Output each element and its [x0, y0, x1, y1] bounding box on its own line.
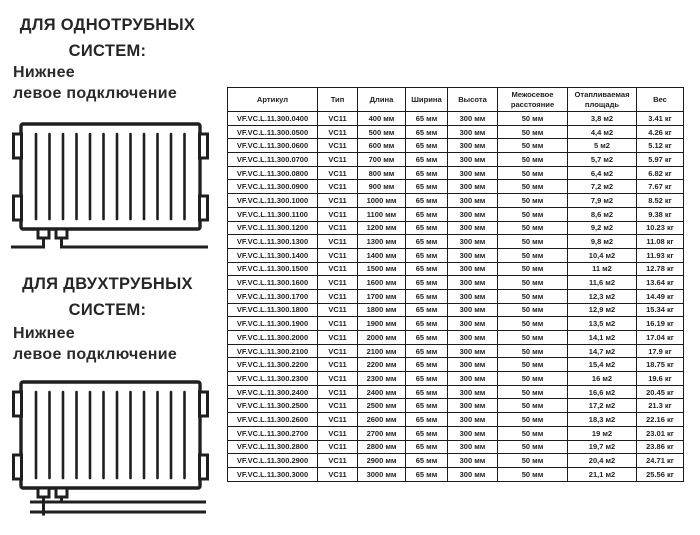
- table-cell: 9.38 кг: [637, 207, 684, 221]
- table-cell: 400 мм: [358, 112, 406, 126]
- table-cell: 300 мм: [448, 303, 498, 317]
- table-cell: VC11: [318, 385, 358, 399]
- table-cell: 2000 мм: [358, 331, 406, 345]
- table-row: [228, 413, 684, 427]
- radiator-tab-bottom-left: [14, 455, 22, 479]
- connection-stub-2: [56, 229, 67, 238]
- table-cell: 11,6 м2: [568, 276, 637, 290]
- table-row: [228, 426, 684, 440]
- table-cell: 18.75 кг: [637, 358, 684, 372]
- table-cell: 7,2 м2: [568, 180, 637, 194]
- table-cell: 11 м2: [568, 262, 637, 276]
- table-row: [228, 454, 684, 468]
- table-cell: 1000 мм: [358, 194, 406, 208]
- table-cell: 1500 мм: [358, 262, 406, 276]
- table-row: [228, 125, 684, 139]
- table-cell: 14,1 м2: [568, 331, 637, 345]
- table-cell: 50 мм: [498, 303, 568, 317]
- pipe-inlet-line: [11, 239, 44, 247]
- table-cell: VF.VC.L.11.300.2400: [228, 385, 318, 399]
- table-cell: 3000 мм: [358, 467, 406, 481]
- table-cell: 6.82 кг: [637, 166, 684, 180]
- table-cell: 300 мм: [448, 112, 498, 126]
- table-cell: 65 мм: [406, 221, 448, 235]
- table-cell: 300 мм: [448, 440, 498, 454]
- table-cell: 65 мм: [406, 317, 448, 331]
- table-cell: 65 мм: [406, 385, 448, 399]
- table-cell: VF.VC.L.11.300.2700: [228, 426, 318, 440]
- table-cell: 14,7 м2: [568, 344, 637, 358]
- radiator-tab-bottom-left: [14, 196, 22, 220]
- table-cell: VF.VC.L.11.300.3000: [228, 467, 318, 481]
- table-cell: 300 мм: [448, 467, 498, 481]
- table-cell: 50 мм: [498, 344, 568, 358]
- table-cell: VF.VC.L.11.300.0900: [228, 180, 318, 194]
- column-header: Длина: [358, 88, 406, 112]
- table-cell: 13,5 м2: [568, 317, 637, 331]
- table-row: [228, 399, 684, 413]
- table-cell: VF.VC.L.11.300.2100: [228, 344, 318, 358]
- table-cell: 50 мм: [498, 248, 568, 262]
- table-cell: VF.VC.L.11.300.2500: [228, 399, 318, 413]
- table-cell: 10.23 кг: [637, 221, 684, 235]
- table-cell: 1200 мм: [358, 221, 406, 235]
- table-cell: 65 мм: [406, 125, 448, 139]
- table-cell: 65 мм: [406, 248, 448, 262]
- table-row: [228, 385, 684, 399]
- table-cell: 50 мм: [498, 426, 568, 440]
- table-cell: VC11: [318, 303, 358, 317]
- table-row: [228, 194, 684, 208]
- table-cell: VC11: [318, 372, 358, 386]
- table-cell: 300 мм: [448, 166, 498, 180]
- table-cell: 2700 мм: [358, 426, 406, 440]
- table-cell: 300 мм: [448, 221, 498, 235]
- table-cell: 16.19 кг: [637, 317, 684, 331]
- radiator-diagram-single-pipe: [10, 116, 212, 252]
- table-cell: 300 мм: [448, 248, 498, 262]
- table-cell: VF.VC.L.11.300.1000: [228, 194, 318, 208]
- table-cell: 1700 мм: [358, 289, 406, 303]
- table-cell: VC11: [318, 317, 358, 331]
- table-cell: 12.78 кг: [637, 262, 684, 276]
- table-cell: 8,6 м2: [568, 207, 637, 221]
- table-cell: VC11: [318, 399, 358, 413]
- table-cell: VF.VC.L.11.300.0500: [228, 125, 318, 139]
- table-cell: 1100 мм: [358, 207, 406, 221]
- radiator-spec-table: [227, 87, 684, 482]
- table-row: [228, 207, 684, 221]
- table-row: [228, 262, 684, 276]
- table-cell: 65 мм: [406, 467, 448, 481]
- table-cell: 2500 мм: [358, 399, 406, 413]
- table-row: [228, 303, 684, 317]
- table-cell: VF.VC.L.11.300.1200: [228, 221, 318, 235]
- table-cell: 300 мм: [448, 194, 498, 208]
- table-cell: 50 мм: [498, 317, 568, 331]
- table-cell: 300 мм: [448, 139, 498, 153]
- table-cell: 5,7 м2: [568, 153, 637, 167]
- table-cell: VC11: [318, 194, 358, 208]
- table-cell: VC11: [318, 331, 358, 345]
- table-cell: 50 мм: [498, 125, 568, 139]
- table-cell: 65 мм: [406, 303, 448, 317]
- table-cell: VF.VC.L.11.300.2000: [228, 331, 318, 345]
- column-header: Ширина: [406, 88, 448, 112]
- table-cell: 300 мм: [448, 153, 498, 167]
- table-cell: 65 мм: [406, 399, 448, 413]
- table-cell: 50 мм: [498, 153, 568, 167]
- table-cell: 800 мм: [358, 166, 406, 180]
- connection-stub-1: [38, 488, 49, 497]
- table-row: [228, 166, 684, 180]
- table-row: [228, 235, 684, 249]
- table-cell: 2900 мм: [358, 454, 406, 468]
- table-cell: 11.93 кг: [637, 248, 684, 262]
- table-cell: 50 мм: [498, 276, 568, 290]
- column-header: Высота: [448, 88, 498, 112]
- table-cell: 5 м2: [568, 139, 637, 153]
- table-row: [228, 344, 684, 358]
- column-header: Тип: [318, 88, 358, 112]
- table-cell: 9,8 м2: [568, 235, 637, 249]
- table-cell: 12,9 м2: [568, 303, 637, 317]
- table-cell: VF.VC.L.11.300.0600: [228, 139, 318, 153]
- connection-line-2: левое подключение: [13, 84, 178, 102]
- pipe-outlet-line: [62, 239, 209, 247]
- table-cell: 3,8 м2: [568, 112, 637, 126]
- connection-line-2: левое подключение: [13, 345, 178, 363]
- spec-table-body: [228, 112, 684, 482]
- table-cell: 300 мм: [448, 289, 498, 303]
- radiator-tab-top-left: [14, 134, 22, 158]
- connection-label-single-pipe: [13, 63, 218, 105]
- table-cell: 300 мм: [448, 331, 498, 345]
- table-cell: 24.71 кг: [637, 454, 684, 468]
- table-cell: VC11: [318, 276, 358, 290]
- table-cell: 12,3 м2: [568, 289, 637, 303]
- table-cell: VF.VC.L.11.300.1900: [228, 317, 318, 331]
- table-cell: 65 мм: [406, 454, 448, 468]
- table-cell: 50 мм: [498, 207, 568, 221]
- table-cell: 65 мм: [406, 440, 448, 454]
- table-cell: 50 мм: [498, 262, 568, 276]
- column-header: Артикул: [228, 88, 318, 112]
- table-cell: VF.VC.L.11.300.2300: [228, 372, 318, 386]
- table-cell: VF.VC.L.11.300.0800: [228, 166, 318, 180]
- table-cell: 17.04 кг: [637, 331, 684, 345]
- table-row: [228, 180, 684, 194]
- table-cell: 300 мм: [448, 125, 498, 139]
- table-cell: 300 мм: [448, 207, 498, 221]
- table-row: [228, 358, 684, 372]
- table-cell: 65 мм: [406, 153, 448, 167]
- table-cell: 50 мм: [498, 372, 568, 386]
- table-cell: 65 мм: [406, 207, 448, 221]
- table-cell: VC11: [318, 426, 358, 440]
- table-cell: 2800 мм: [358, 440, 406, 454]
- table-cell: 65 мм: [406, 372, 448, 386]
- table-cell: 11.08 кг: [637, 235, 684, 249]
- table-cell: 1300 мм: [358, 235, 406, 249]
- table-cell: 5.97 кг: [637, 153, 684, 167]
- table-cell: VC11: [318, 262, 358, 276]
- table-cell: 25.56 кг: [637, 467, 684, 481]
- table-row: [228, 112, 684, 126]
- table-cell: VC11: [318, 221, 358, 235]
- table-cell: 19 м2: [568, 426, 637, 440]
- table-cell: 4.26 кг: [637, 125, 684, 139]
- table-cell: 50 мм: [498, 399, 568, 413]
- table-cell: 65 мм: [406, 235, 448, 249]
- table-cell: 50 мм: [498, 166, 568, 180]
- connection-stub-2: [56, 488, 67, 497]
- heading-single-pipe-systems: ДЛЯ ОДНОТРУБНЫХ СИСТЕМ:: [19, 16, 196, 60]
- table-cell: 20.45 кг: [637, 385, 684, 399]
- table-cell: VC11: [318, 112, 358, 126]
- table-cell: 2600 мм: [358, 413, 406, 427]
- table-cell: 65 мм: [406, 426, 448, 440]
- table-row: [228, 372, 684, 386]
- table-cell: 65 мм: [406, 331, 448, 345]
- table-cell: 300 мм: [448, 262, 498, 276]
- column-header: Отапливаемая площадь: [568, 88, 637, 112]
- table-cell: VF.VC.L.11.300.1800: [228, 303, 318, 317]
- table-cell: VC11: [318, 413, 358, 427]
- table-row: [228, 289, 684, 303]
- table-cell: 300 мм: [448, 344, 498, 358]
- spec-table-header: [228, 88, 684, 112]
- table-cell: 1800 мм: [358, 303, 406, 317]
- table-cell: 1900 мм: [358, 317, 406, 331]
- table-cell: 10,4 м2: [568, 248, 637, 262]
- table-cell: 300 мм: [448, 180, 498, 194]
- table-cell: 65 мм: [406, 344, 448, 358]
- table-cell: VF.VC.L.11.300.1700: [228, 289, 318, 303]
- table-cell: VC11: [318, 358, 358, 372]
- connection-stub-1: [38, 229, 49, 238]
- table-cell: VC11: [318, 440, 358, 454]
- table-cell: VF.VC.L.11.300.2200: [228, 358, 318, 372]
- table-cell: 50 мм: [498, 235, 568, 249]
- table-cell: 5.12 кг: [637, 139, 684, 153]
- table-row: [228, 331, 684, 345]
- table-cell: VF.VC.L.11.300.0700: [228, 153, 318, 167]
- table-cell: 50 мм: [498, 289, 568, 303]
- table-cell: 65 мм: [406, 289, 448, 303]
- table-cell: VF.VC.L.11.300.2800: [228, 440, 318, 454]
- table-cell: 65 мм: [406, 112, 448, 126]
- table-cell: 700 мм: [358, 153, 406, 167]
- table-cell: 22.16 кг: [637, 413, 684, 427]
- radiator-tab-top-right: [200, 392, 208, 416]
- radiator-diagram-two-pipe: [10, 374, 212, 518]
- radiator-body: [21, 382, 200, 488]
- table-cell: 300 мм: [448, 454, 498, 468]
- table-cell: 7.67 кг: [637, 180, 684, 194]
- table-cell: 900 мм: [358, 180, 406, 194]
- table-cell: VF.VC.L.11.300.2600: [228, 413, 318, 427]
- table-cell: 65 мм: [406, 139, 448, 153]
- table-cell: 50 мм: [498, 112, 568, 126]
- column-header: Межосевое расстояние: [498, 88, 568, 112]
- table-cell: 50 мм: [498, 454, 568, 468]
- table-cell: 50 мм: [498, 221, 568, 235]
- heading-two-pipe-systems: ДЛЯ ДВУХТРУБНЫХ СИСТЕМ:: [22, 275, 193, 319]
- table-cell: 65 мм: [406, 276, 448, 290]
- table-cell: 20,4 м2: [568, 454, 637, 468]
- table-row: [228, 276, 684, 290]
- table-cell: 17,2 м2: [568, 399, 637, 413]
- table-cell: VF.VC.L.11.300.1300: [228, 235, 318, 249]
- table-cell: 2200 мм: [358, 358, 406, 372]
- table-cell: 50 мм: [498, 358, 568, 372]
- radiator-tab-top-right: [200, 134, 208, 158]
- table-cell: 300 мм: [448, 317, 498, 331]
- table-row: [228, 139, 684, 153]
- table-cell: 16,6 м2: [568, 385, 637, 399]
- table-cell: VF.VC.L.11.300.1100: [228, 207, 318, 221]
- table-cell: 18,3 м2: [568, 413, 637, 427]
- table-cell: 3.41 кг: [637, 112, 684, 126]
- table-cell: 17.9 кг: [637, 344, 684, 358]
- table-cell: 50 мм: [498, 180, 568, 194]
- column-header: Вес: [637, 88, 684, 112]
- table-cell: 2300 мм: [358, 372, 406, 386]
- radiator-body: [21, 124, 200, 229]
- table-cell: VC11: [318, 180, 358, 194]
- table-cell: 50 мм: [498, 385, 568, 399]
- table-cell: VC11: [318, 153, 358, 167]
- radiator-tab-bottom-right: [200, 455, 208, 479]
- table-cell: 300 мм: [448, 413, 498, 427]
- table-cell: 50 мм: [498, 440, 568, 454]
- table-cell: VC11: [318, 235, 358, 249]
- table-cell: 300 мм: [448, 426, 498, 440]
- table-row: [228, 440, 684, 454]
- table-cell: VF.VC.L.11.300.1400: [228, 248, 318, 262]
- table-cell: 1600 мм: [358, 276, 406, 290]
- table-row: [228, 467, 684, 481]
- table-cell: 9,2 м2: [568, 221, 637, 235]
- table-cell: 7,9 м2: [568, 194, 637, 208]
- table-cell: 8.52 кг: [637, 194, 684, 208]
- table-cell: VC11: [318, 289, 358, 303]
- table-cell: 13.64 кг: [637, 276, 684, 290]
- table-cell: 50 мм: [498, 467, 568, 481]
- table-cell: VF.VC.L.11.300.2900: [228, 454, 318, 468]
- table-cell: 65 мм: [406, 180, 448, 194]
- connection-label-two-pipe: [13, 324, 218, 366]
- table-cell: 2400 мм: [358, 385, 406, 399]
- table-cell: 300 мм: [448, 372, 498, 386]
- table-cell: 65 мм: [406, 166, 448, 180]
- table-row: [228, 221, 684, 235]
- table-cell: 19.6 кг: [637, 372, 684, 386]
- table-cell: 50 мм: [498, 194, 568, 208]
- table-cell: 23.86 кг: [637, 440, 684, 454]
- radiator-tab-top-left: [14, 392, 22, 416]
- table-cell: 600 мм: [358, 139, 406, 153]
- table-cell: VC11: [318, 248, 358, 262]
- table-cell: VC11: [318, 166, 358, 180]
- table-cell: 50 мм: [498, 139, 568, 153]
- table-cell: VC11: [318, 344, 358, 358]
- table-cell: 21,1 м2: [568, 467, 637, 481]
- table-cell: 65 мм: [406, 413, 448, 427]
- table-cell: 65 мм: [406, 262, 448, 276]
- table-cell: 2100 мм: [358, 344, 406, 358]
- table-cell: 15.34 кг: [637, 303, 684, 317]
- connection-line-1: Нижнее: [13, 325, 75, 342]
- table-row: [228, 248, 684, 262]
- table-cell: 21.3 кг: [637, 399, 684, 413]
- table-row: [228, 153, 684, 167]
- table-cell: 50 мм: [498, 331, 568, 345]
- table-row: [228, 317, 684, 331]
- table-cell: VF.VC.L.11.300.1600: [228, 276, 318, 290]
- table-cell: 65 мм: [406, 194, 448, 208]
- table-cell: VC11: [318, 207, 358, 221]
- table-cell: 4,4 м2: [568, 125, 637, 139]
- header-row: [228, 88, 684, 112]
- table-cell: 500 мм: [358, 125, 406, 139]
- table-cell: 300 мм: [448, 399, 498, 413]
- table-cell: 300 мм: [448, 235, 498, 249]
- table-cell: VF.VC.L.11.300.1500: [228, 262, 318, 276]
- radiator-tab-bottom-right: [200, 196, 208, 220]
- table-cell: 65 мм: [406, 358, 448, 372]
- table-cell: 15,4 м2: [568, 358, 637, 372]
- connection-line-1: Нижнее: [13, 64, 75, 81]
- table-cell: VC11: [318, 139, 358, 153]
- table-cell: VC11: [318, 454, 358, 468]
- table-cell: VC11: [318, 467, 358, 481]
- table-cell: 300 мм: [448, 385, 498, 399]
- table-cell: 16 м2: [568, 372, 637, 386]
- table-cell: 14.49 кг: [637, 289, 684, 303]
- table-cell: 300 мм: [448, 276, 498, 290]
- table-cell: 50 мм: [498, 413, 568, 427]
- table-cell: 19,7 м2: [568, 440, 637, 454]
- table-cell: 23.01 кг: [637, 426, 684, 440]
- table-cell: 6,4 м2: [568, 166, 637, 180]
- table-cell: VC11: [318, 125, 358, 139]
- table-cell: VF.VC.L.11.300.0400: [228, 112, 318, 126]
- table-cell: 1400 мм: [358, 248, 406, 262]
- table-cell: 300 мм: [448, 358, 498, 372]
